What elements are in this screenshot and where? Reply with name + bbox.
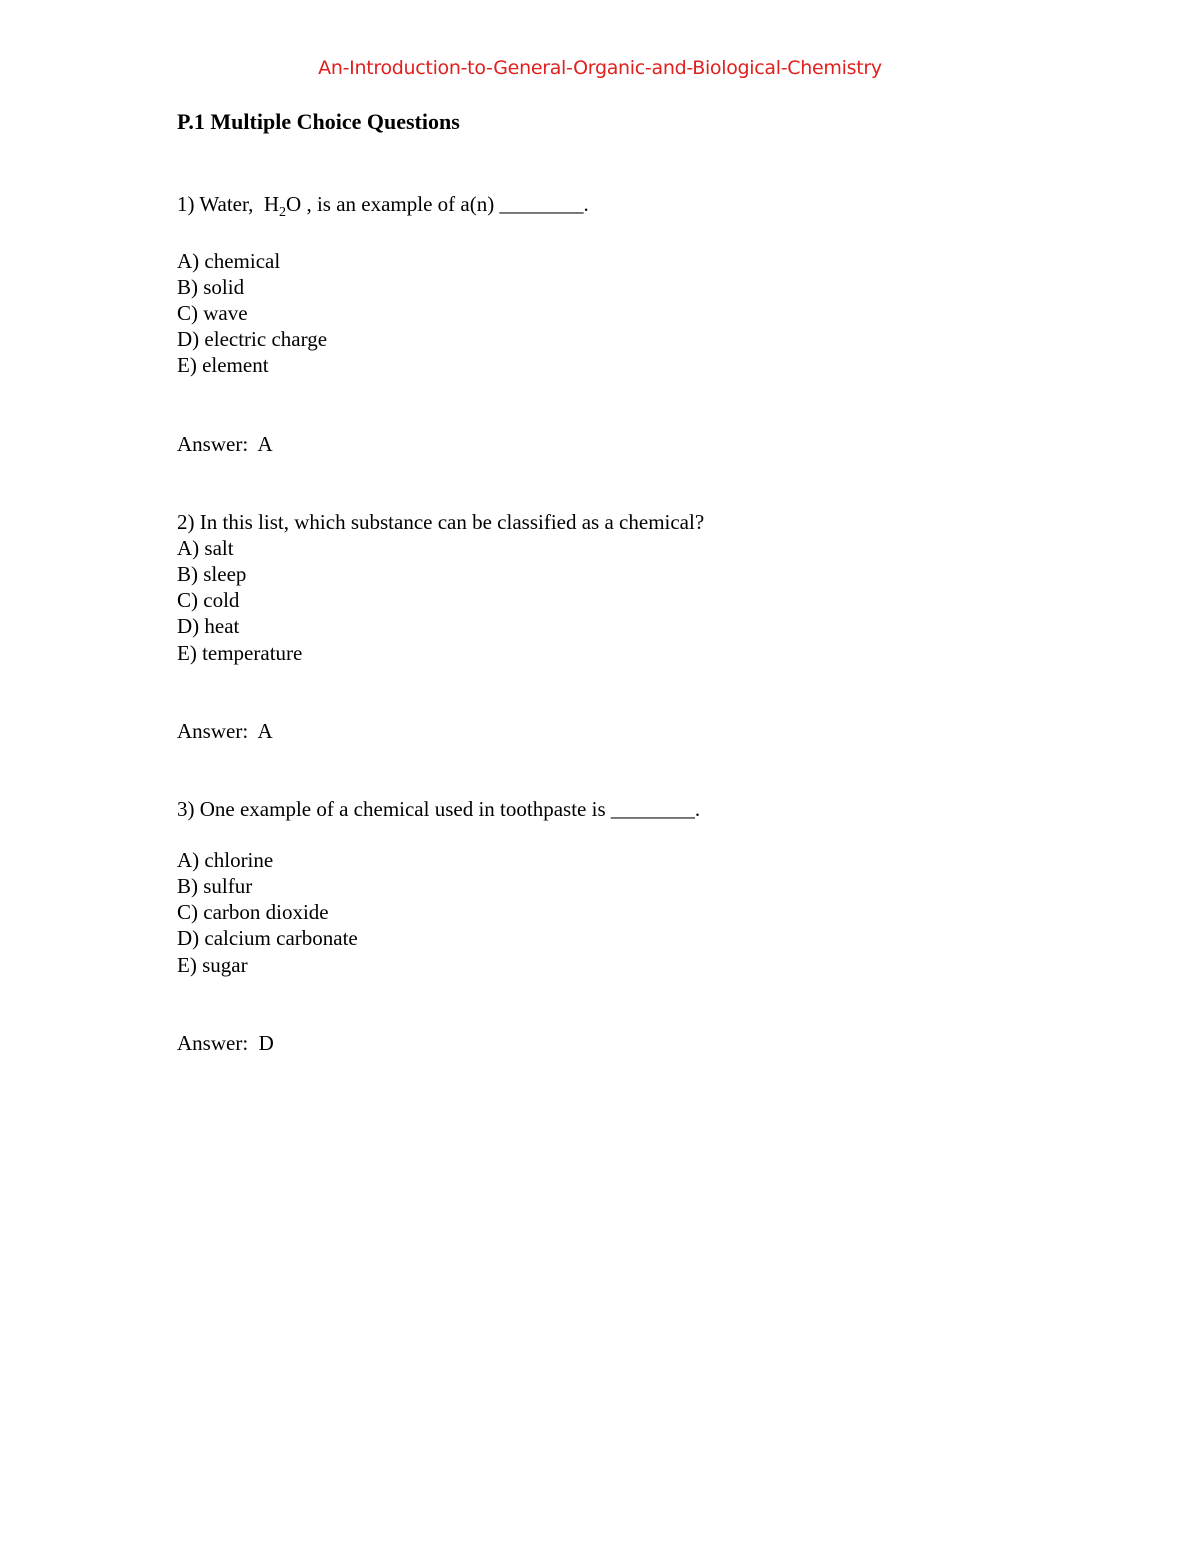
- question-3-option-a: A) chlorine: [177, 848, 274, 872]
- question-3-option-b: B) sulfur: [177, 874, 253, 898]
- question-1-option-d: D) electric charge: [177, 327, 328, 351]
- question-1-stem: [177, 191, 589, 226]
- question-2-option-c: C) cold: [177, 588, 240, 612]
- section-title: P.1 Multiple Choice Questions: [177, 109, 460, 134]
- question-3-option-e: E) sugar: [177, 953, 248, 977]
- question-3-answer: Answer: D: [177, 1031, 274, 1055]
- question-2-option-e: E) temperature: [177, 641, 303, 665]
- question-3-option-d: D) calcium carbonate: [177, 926, 358, 950]
- document-header: An-Introduction-to-General-Organic-and-Biological-Chemistry: [318, 57, 882, 79]
- question-2-option-b: B) sleep: [177, 562, 247, 586]
- question-1-option-b: B) solid: [177, 275, 245, 299]
- question-3-option-c: C) carbon dioxide: [177, 900, 329, 924]
- question-1-stem-subscript: 2: [279, 205, 287, 220]
- question-2-option-d: D) heat: [177, 614, 240, 638]
- question-2-answer: Answer: A: [177, 719, 273, 743]
- question-3-stem: 3) One example of a chemical used in toothpaste is ________.: [177, 797, 701, 821]
- question-2-option-a: A) salt: [177, 536, 234, 560]
- question-1-stem-prefix: 1) Water, H: [177, 192, 280, 216]
- question-1-answer: Answer: A: [177, 432, 273, 456]
- question-1-option-a: A) chemical: [177, 249, 281, 273]
- question-2-stem: 2) In this list, which substance can be classified as a chemical?: [177, 510, 705, 534]
- question-1-option-c: C) wave: [177, 301, 248, 325]
- question-1-option-e: E) element: [177, 353, 269, 377]
- question-1-stem-suffix: O , is an example of a(n) ________.: [286, 192, 589, 216]
